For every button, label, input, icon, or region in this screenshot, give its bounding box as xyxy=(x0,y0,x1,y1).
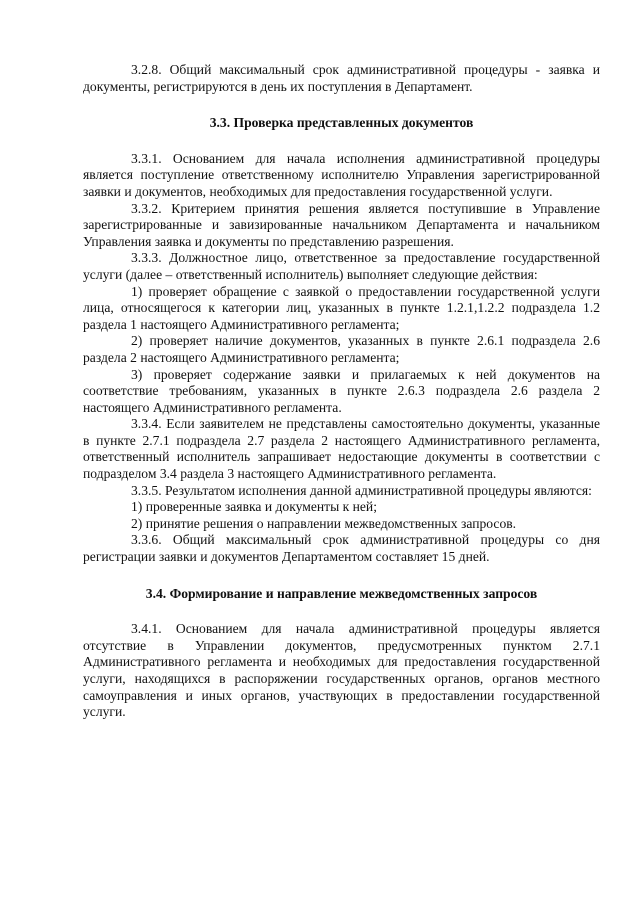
paragraph-3-3-3: 3.3.3. Должностное лицо, ответственное за предоставление государственной услуги (далее – ответственный исполнитель) выполняет следующие действия: xyxy=(83,250,600,282)
section-heading-3-3: 3.3. Проверка представленных документов xyxy=(209,115,474,131)
list-item-3-3-5-1: 1) проверенные заявка и документы к ней; xyxy=(131,499,377,515)
paragraph-3-3-5: 3.3.5. Результатом исполнения данной административной процедуры являются: xyxy=(131,482,592,498)
section-heading-3-4: 3.4. Формирование и направление межведомственных запросов xyxy=(145,585,538,601)
paragraph-3-3-1: 3.3.1. Основанием для начала исполнения административной процедуры является поступление ответственному исполнителю Управления зарегистрированной заявки и документов, необходимых для предоставления государственной услуги. xyxy=(83,150,600,199)
paragraph-3-4-1: 3.4.1. Основанием для начала административной процедуры является отсутствие в Управлении документов, предусмотренных пунктом 2.7.1 Административного регламента и необходимых для предоставления государственной услуги, находящихся в распоряжении государственных органов, органов местного самоуправления и иных органов, участвующих в предоставлении государственной услуги. xyxy=(83,621,600,720)
spacer xyxy=(83,566,600,586)
spacer xyxy=(83,602,600,621)
list-item-3-3-5-2: 2) принятие решения о направлении межведомственных запросов. xyxy=(131,515,517,531)
paragraph-3-3-4: 3.3.4. Если заявителем не представлены самостоятельно документы, указанные в пункте 2.7.1 подраздела 2.7 раздела 2 настоящего Административного регламента, ответственный исполнитель запрашивает недостающие документы в соответствии с подразделом 3.4 раздела 3 настоящего Административного регламента. xyxy=(83,416,600,482)
paragraph-3-2-8: 3.2.8. Общий максимальный срок административной процедуры - заявка и документы, регистрируются в день их поступления в Департамент. xyxy=(83,62,600,94)
list-item-3-3-3-1: 1) проверяет обращение с заявкой о предоставлении государственной услуги лица, относящегося к категории лиц, указанных в пункте 1.2.1,1.2.2 подраздела 1.2 раздела 1 настоящего Административного регламента; xyxy=(83,283,600,332)
spacer xyxy=(83,132,600,151)
paragraph-3-3-6: 3.3.6. Общий максимальный срок административной процедуры со дня регистрации заявки и документов Департаментом составляет 15 дней. xyxy=(83,532,600,565)
spacer xyxy=(83,95,600,115)
list-item-3-3-3-2: 2) проверяет наличие документов, указанных в пункте 2.6.1 подраздела 2.6 раздела 2 настоящего Административного регламента; xyxy=(83,333,600,365)
paragraph-3-3-2: 3.3.2. Критерием принятия решения является поступившие в Управление зарегистрированные и завизированные начальником Департамента и начальником Управления заявка и документы по представлению разрешения. xyxy=(83,200,600,249)
list-item-3-3-3-3: 3) проверяет содержание заявки и прилагаемых к ней документов на соответствие требованиям, указанных в пункте 2.6.3 подраздела 2.6 раздела 2 настоящего Административного регламента. xyxy=(83,366,600,415)
